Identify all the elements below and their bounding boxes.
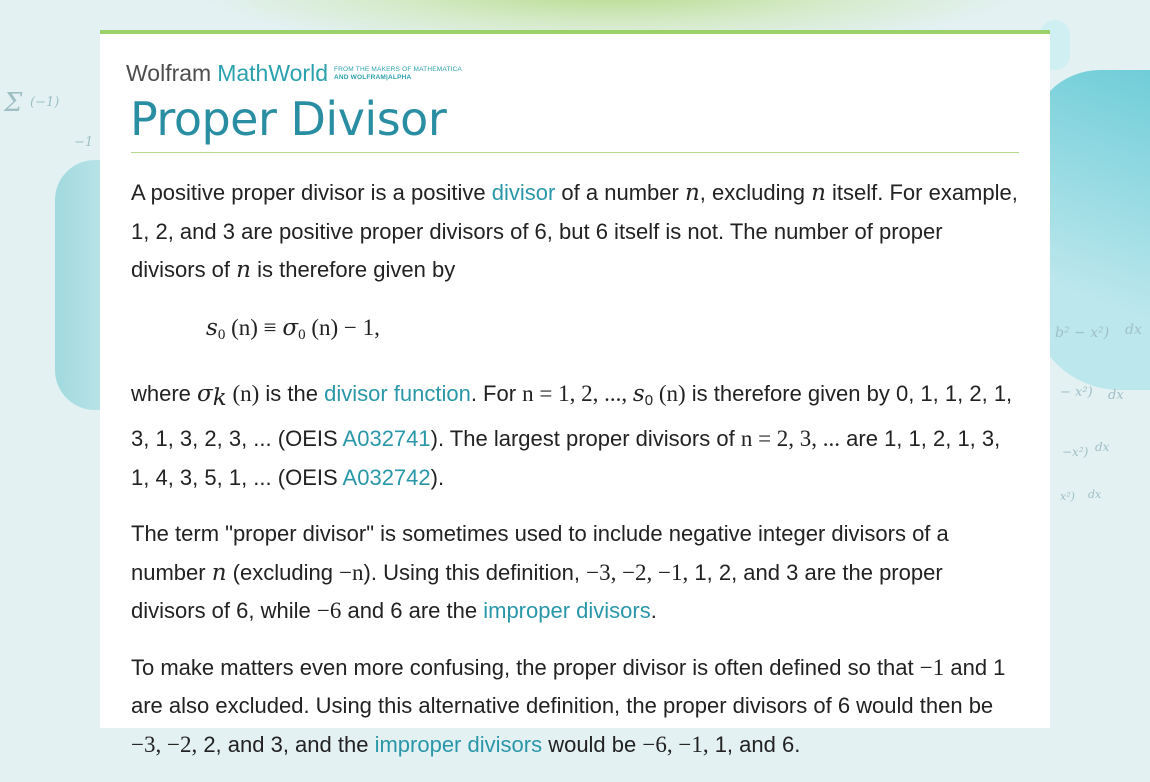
math-arg: (n) ≡ [225,314,283,340]
link-oeis-a032741[interactable]: A032741 [342,426,431,451]
background-formula: dx [1088,488,1102,501]
article-body [131,174,1021,782]
text: is therefore given by 0, 1, 1, 2, 1, 3, 1, 3, 2, 3, ... (OEIS [131,380,1013,451]
math-subscript: 0 [217,326,226,343]
math-neg-one: −1 [919,654,945,680]
math-s: s [206,314,218,341]
text: 1, 2, and 3 are the proper divisors of 6, while [131,559,943,623]
text: and 6 are the [341,598,484,623]
text: where [131,380,198,406]
logo-wolfram-text: Wolfram [126,60,212,86]
math-n: n [211,559,227,586]
title-divider [131,152,1019,153]
math-n: n [811,180,826,206]
math-sigma: σ [282,314,299,341]
link-improper-divisors[interactable]: improper divisors [483,598,651,623]
text: would be [542,731,643,757]
text: 1, and 6. [708,731,801,757]
equation-proper-divisor-count [206,308,1021,355]
site-logo[interactable] [126,60,462,87]
text: To make matters even more confusing, the proper divisor is often defined so that [131,654,920,680]
text: itself. For example, 1, 2, and 3 are positive proper divisors of 6, but 6 itself is not. The number of proper divisors of [131,180,1018,282]
math-n-range: n = 1, 2, ..., [522,380,633,406]
logo-tagline-line2: AND WOLFRAM|ALPHA [333,73,412,81]
math-s: s [632,380,645,407]
math-sigma: σ [197,380,213,407]
math-negatives: −3, −2, −1, [586,559,689,585]
background-formula: − x²) [1060,385,1093,400]
background-formula: dx [1125,322,1142,338]
text: is therefore given by [250,257,456,282]
background-formula: dx [1095,440,1110,454]
math-neg-six: −6 [316,598,342,623]
math-arg: (n) [226,380,260,406]
page-title: Proper Divisor [130,92,447,146]
text: The term "proper divisor" is sometimes used to include negative integer divisors of a number [131,521,949,585]
text: A positive proper divisor is a positive [131,180,492,205]
logo-mathworld-text: MathWorld [217,60,328,86]
text: and 1 are also excluded. Using this alternative definition, the proper divisors of 6 would then be [131,654,1006,718]
text: (excluding [226,559,340,585]
background-formula: dx [1108,388,1124,403]
text: 2, and 3, and the [197,731,375,757]
text: is the [259,380,325,406]
math-n: n [236,257,251,283]
background-formula: (−1) [30,95,60,110]
math-n-range: n = 2, 3, ... [740,426,841,451]
article-page [100,30,1050,757]
text: ). [430,464,445,490]
link-oeis-a032742[interactable]: A032742 [342,464,431,490]
math-subscript-k: k [212,384,227,411]
logo-tagline [334,66,462,82]
text: ). Using this definition, [363,559,587,585]
text: ). The largest proper divisors of [430,426,741,451]
text: . For [470,380,523,406]
math-rest: (n) − 1, [305,314,380,340]
background-formula: −x²) [1062,445,1089,459]
text: are 1, 1, 2, 1, 3, 1, 4, 3, 5, 1, ... (OEIS [131,426,1001,490]
math-n: n [684,180,700,206]
math-negatives: −3, −2, [131,731,198,757]
text: , excluding [699,180,812,205]
link-divisor-function[interactable]: divisor function [324,380,471,406]
math-arg: (n) [653,380,686,406]
paragraph-alternative-definition [131,649,1021,765]
logo-tagline-line1: FROM THE MAKERS OF MATHEMATICA [333,65,463,73]
text: of a number [555,180,685,205]
math-neg-n: −n [339,559,364,585]
paragraph-definition [131,174,1021,290]
math-negatives: −6, −1, [642,731,709,757]
paragraph-negative-divisors [131,515,1021,631]
math-subscript: 0 [298,326,306,343]
background-formula: x²) [1060,490,1075,503]
paragraph-sequences [131,375,1021,498]
background-formula: Σ [4,88,23,118]
background-formula: −1 [74,135,94,150]
text: . [650,598,657,623]
link-improper-divisors[interactable]: improper divisors [374,731,543,757]
link-divisor[interactable]: divisor [491,180,556,205]
math-subscript: 0 [644,391,654,409]
background-formula: b² − x²) [1055,325,1110,341]
